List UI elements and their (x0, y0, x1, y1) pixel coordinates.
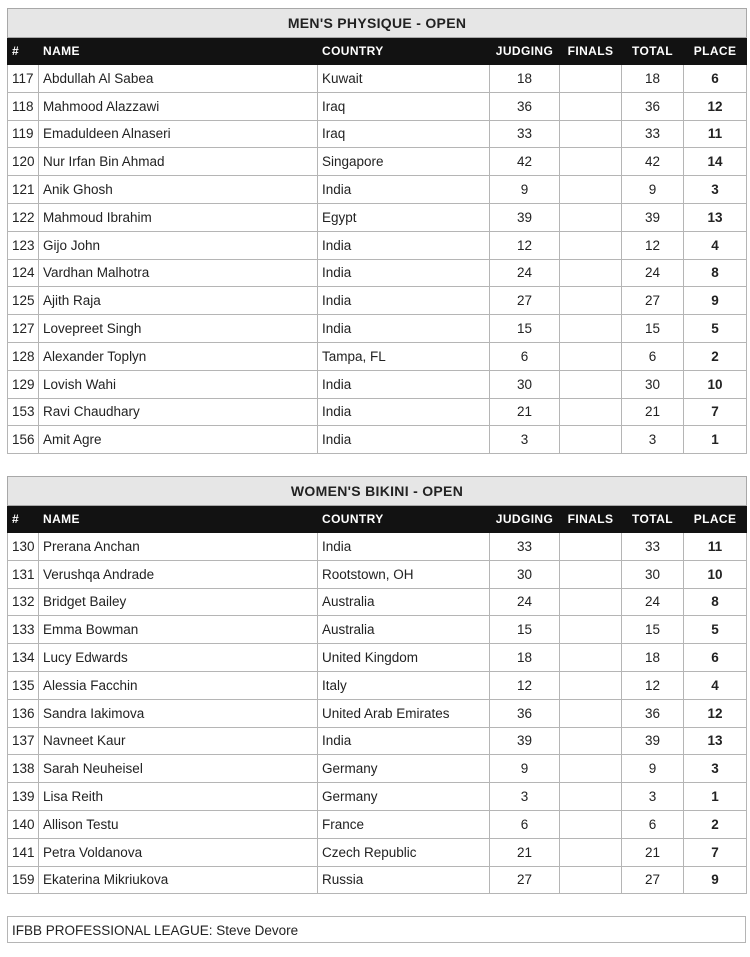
cell-place: 13 (684, 727, 747, 755)
cell-name: Amit Agre (39, 426, 318, 454)
table-row (8, 810, 747, 838)
cell-country: India (318, 727, 490, 755)
table-row (8, 287, 747, 315)
cell-place: 13 (684, 203, 747, 231)
table-row (8, 231, 747, 259)
cell-name: Anik Ghosh (39, 176, 318, 204)
cell-total: 42 (622, 148, 684, 176)
cell-name: Petra Voldanova (39, 838, 318, 866)
cell-name: Navneet Kaur (39, 727, 318, 755)
cell-num: 132 (8, 588, 39, 616)
cell-place: 9 (684, 287, 747, 315)
cell-total: 21 (622, 398, 684, 426)
table-row (8, 120, 747, 148)
cell-judging: 9 (490, 755, 560, 783)
table-row (8, 755, 747, 783)
cell-country: India (318, 533, 490, 561)
cell-total: 9 (622, 176, 684, 204)
cell-place: 4 (684, 231, 747, 259)
col-header-finals: FINALS (560, 38, 622, 65)
cell-finals (560, 92, 622, 120)
cell-place: 3 (684, 176, 747, 204)
cell-place: 8 (684, 259, 747, 287)
cell-finals (560, 588, 622, 616)
cell-place: 12 (684, 92, 747, 120)
table-row (8, 315, 747, 343)
cell-country: India (318, 426, 490, 454)
division-title: MEN'S PHYSIQUE - OPEN (8, 9, 747, 38)
cell-country: India (318, 231, 490, 259)
cell-judging: 12 (490, 671, 560, 699)
table-row (8, 644, 747, 672)
col-header-total: TOTAL (622, 506, 684, 533)
cell-num: 124 (8, 259, 39, 287)
col-header-place: PLACE (684, 506, 747, 533)
table-row (8, 838, 747, 866)
cell-country: Singapore (318, 148, 490, 176)
cell-total: 6 (622, 342, 684, 370)
cell-num: 140 (8, 810, 39, 838)
cell-country: Iraq (318, 120, 490, 148)
cell-place: 11 (684, 533, 747, 561)
cell-judging: 33 (490, 533, 560, 561)
cell-num: 134 (8, 644, 39, 672)
cell-total: 12 (622, 231, 684, 259)
cell-place: 3 (684, 755, 747, 783)
table-row (8, 65, 747, 93)
cell-judging: 27 (490, 866, 560, 894)
cell-num: 138 (8, 755, 39, 783)
cell-name: Abdullah Al Sabea (39, 65, 318, 93)
cell-judging: 36 (490, 92, 560, 120)
cell-judging: 30 (490, 370, 560, 398)
cell-name: Lucy Edwards (39, 644, 318, 672)
cell-num: 153 (8, 398, 39, 426)
cell-num: 137 (8, 727, 39, 755)
col-header-country: COUNTRY (318, 38, 490, 65)
cell-country: India (318, 398, 490, 426)
cell-name: Bridget Bailey (39, 588, 318, 616)
cell-judging: 27 (490, 287, 560, 315)
cell-place: 8 (684, 588, 747, 616)
cell-num: 133 (8, 616, 39, 644)
cell-judging: 42 (490, 148, 560, 176)
cell-finals (560, 65, 622, 93)
table-row (8, 727, 747, 755)
cell-country: Germany (318, 783, 490, 811)
table-row (8, 203, 747, 231)
cell-country: India (318, 315, 490, 343)
cell-place: 6 (684, 65, 747, 93)
cell-num: 135 (8, 671, 39, 699)
table-row (8, 92, 747, 120)
table-row (8, 616, 747, 644)
cell-finals (560, 866, 622, 894)
table-header-row (8, 38, 747, 65)
cell-total: 33 (622, 533, 684, 561)
cell-country: India (318, 176, 490, 204)
cell-country: Australia (318, 588, 490, 616)
cell-place: 5 (684, 315, 747, 343)
cell-judging: 18 (490, 65, 560, 93)
cell-finals (560, 370, 622, 398)
cell-judging: 30 (490, 560, 560, 588)
cell-num: 130 (8, 533, 39, 561)
cell-total: 27 (622, 287, 684, 315)
cell-name: Alexander Toplyn (39, 342, 318, 370)
cell-judging: 15 (490, 616, 560, 644)
cell-judging: 24 (490, 588, 560, 616)
cell-num: 129 (8, 370, 39, 398)
cell-num: 117 (8, 65, 39, 93)
cell-place: 1 (684, 426, 747, 454)
cell-total: 9 (622, 755, 684, 783)
table-row (8, 370, 747, 398)
cell-total: 6 (622, 810, 684, 838)
cell-finals (560, 755, 622, 783)
table-row (8, 699, 747, 727)
cell-total: 21 (622, 838, 684, 866)
cell-place: 1 (684, 783, 747, 811)
table-row (8, 671, 747, 699)
col-header-place: PLACE (684, 38, 747, 65)
cell-country: Czech Republic (318, 838, 490, 866)
cell-place: 4 (684, 671, 747, 699)
cell-num: 120 (8, 148, 39, 176)
col-header-num: # (8, 506, 39, 533)
cell-place: 11 (684, 120, 747, 148)
table-row (8, 148, 747, 176)
cell-name: Mahmoud Ibrahim (39, 203, 318, 231)
cell-name: Allison Testu (39, 810, 318, 838)
cell-num: 119 (8, 120, 39, 148)
cell-finals (560, 616, 622, 644)
cell-judging: 9 (490, 176, 560, 204)
cell-total: 18 (622, 65, 684, 93)
cell-name: Lisa Reith (39, 783, 318, 811)
col-header-judging: JUDGING (490, 506, 560, 533)
cell-name: Gijo John (39, 231, 318, 259)
cell-finals (560, 259, 622, 287)
table-row (8, 560, 747, 588)
cell-finals (560, 560, 622, 588)
cell-total: 27 (622, 866, 684, 894)
cell-judging: 6 (490, 810, 560, 838)
cell-judging: 6 (490, 342, 560, 370)
cell-finals (560, 838, 622, 866)
cell-finals (560, 699, 622, 727)
table-row (8, 588, 747, 616)
cell-finals (560, 203, 622, 231)
division-table-womens-bikini (7, 476, 746, 894)
cell-total: 30 (622, 370, 684, 398)
cell-country: India (318, 287, 490, 315)
cell-place: 5 (684, 616, 747, 644)
cell-judging: 36 (490, 699, 560, 727)
cell-finals (560, 426, 622, 454)
cell-num: 136 (8, 699, 39, 727)
cell-finals (560, 810, 622, 838)
cell-place: 7 (684, 398, 747, 426)
cell-num: 127 (8, 315, 39, 343)
table-row (8, 533, 747, 561)
cell-country: United Kingdom (318, 644, 490, 672)
cell-country: Italy (318, 671, 490, 699)
cell-name: Lovish Wahi (39, 370, 318, 398)
cell-num: 121 (8, 176, 39, 204)
cell-name: Verushqa Andrade (39, 560, 318, 588)
cell-total: 3 (622, 426, 684, 454)
cell-country: India (318, 259, 490, 287)
cell-name: Ekaterina Mikriukova (39, 866, 318, 894)
cell-name: Mahmood Alazzawi (39, 92, 318, 120)
col-header-total: TOTAL (622, 38, 684, 65)
cell-num: 139 (8, 783, 39, 811)
cell-name: Ajith Raja (39, 287, 318, 315)
cell-finals (560, 671, 622, 699)
division-table-mens-physique (7, 8, 746, 454)
cell-finals (560, 231, 622, 259)
cell-place: 9 (684, 866, 747, 894)
cell-place: 2 (684, 810, 747, 838)
cell-total: 15 (622, 315, 684, 343)
cell-country: United Arab Emirates (318, 699, 490, 727)
cell-finals (560, 783, 622, 811)
cell-country: India (318, 370, 490, 398)
cell-finals (560, 148, 622, 176)
cell-judging: 24 (490, 259, 560, 287)
cell-place: 2 (684, 342, 747, 370)
cell-judging: 3 (490, 426, 560, 454)
cell-judging: 21 (490, 398, 560, 426)
cell-finals (560, 398, 622, 426)
cell-judging: 12 (490, 231, 560, 259)
col-header-name: NAME (39, 506, 318, 533)
cell-name: Emaduldeen Alnaseri (39, 120, 318, 148)
cell-judging: 39 (490, 203, 560, 231)
cell-country: Rootstown, OH (318, 560, 490, 588)
cell-num: 118 (8, 92, 39, 120)
table-row (8, 342, 747, 370)
cell-total: 24 (622, 259, 684, 287)
cell-num: 156 (8, 426, 39, 454)
cell-judging: 21 (490, 838, 560, 866)
cell-country: France (318, 810, 490, 838)
cell-name: Sandra Iakimova (39, 699, 318, 727)
cell-total: 33 (622, 120, 684, 148)
cell-judging: 3 (490, 783, 560, 811)
cell-name: Prerana Anchan (39, 533, 318, 561)
cell-total: 18 (622, 644, 684, 672)
cell-place: 10 (684, 370, 747, 398)
cell-name: Emma Bowman (39, 616, 318, 644)
cell-place: 6 (684, 644, 747, 672)
cell-country: Australia (318, 616, 490, 644)
table-row (8, 866, 747, 894)
cell-country: Kuwait (318, 65, 490, 93)
cell-name: Ravi Chaudhary (39, 398, 318, 426)
cell-total: 3 (622, 783, 684, 811)
cell-num: 128 (8, 342, 39, 370)
cell-finals (560, 342, 622, 370)
cell-total: 39 (622, 203, 684, 231)
table-row (8, 398, 747, 426)
cell-place: 14 (684, 148, 747, 176)
cell-finals (560, 727, 622, 755)
cell-country: Russia (318, 866, 490, 894)
cell-judging: 33 (490, 120, 560, 148)
cell-judging: 18 (490, 644, 560, 672)
cell-total: 12 (622, 671, 684, 699)
cell-name: Sarah Neuheisel (39, 755, 318, 783)
col-header-finals: FINALS (560, 506, 622, 533)
cell-finals (560, 287, 622, 315)
cell-judging: 15 (490, 315, 560, 343)
cell-total: 39 (622, 727, 684, 755)
cell-finals (560, 120, 622, 148)
table-header-row (8, 506, 747, 533)
cell-total: 36 (622, 92, 684, 120)
col-header-judging: JUDGING (490, 38, 560, 65)
cell-total: 15 (622, 616, 684, 644)
footer-credit: IFBB PROFESSIONAL LEAGUE: Steve Devore (7, 916, 746, 943)
table-row (8, 259, 747, 287)
cell-total: 36 (622, 699, 684, 727)
table-row (8, 176, 747, 204)
cell-num: 131 (8, 560, 39, 588)
cell-country: Iraq (318, 92, 490, 120)
division-title: WOMEN'S BIKINI - OPEN (8, 477, 747, 506)
cell-finals (560, 644, 622, 672)
cell-num: 125 (8, 287, 39, 315)
cell-num: 123 (8, 231, 39, 259)
cell-place: 10 (684, 560, 747, 588)
col-header-num: # (8, 38, 39, 65)
cell-finals (560, 315, 622, 343)
cell-num: 141 (8, 838, 39, 866)
cell-total: 30 (622, 560, 684, 588)
cell-total: 24 (622, 588, 684, 616)
cell-num: 159 (8, 866, 39, 894)
col-header-name: NAME (39, 38, 318, 65)
col-header-country: COUNTRY (318, 506, 490, 533)
cell-country: Germany (318, 755, 490, 783)
cell-num: 122 (8, 203, 39, 231)
cell-name: Alessia Facchin (39, 671, 318, 699)
table-row (8, 426, 747, 454)
cell-country: Egypt (318, 203, 490, 231)
cell-name: Vardhan Malhotra (39, 259, 318, 287)
table-row (8, 783, 747, 811)
cell-name: Nur Irfan Bin Ahmad (39, 148, 318, 176)
cell-judging: 39 (490, 727, 560, 755)
cell-finals (560, 533, 622, 561)
cell-name: Lovepreet Singh (39, 315, 318, 343)
cell-country: Tampa, FL (318, 342, 490, 370)
cell-finals (560, 176, 622, 204)
cell-place: 7 (684, 838, 747, 866)
cell-place: 12 (684, 699, 747, 727)
